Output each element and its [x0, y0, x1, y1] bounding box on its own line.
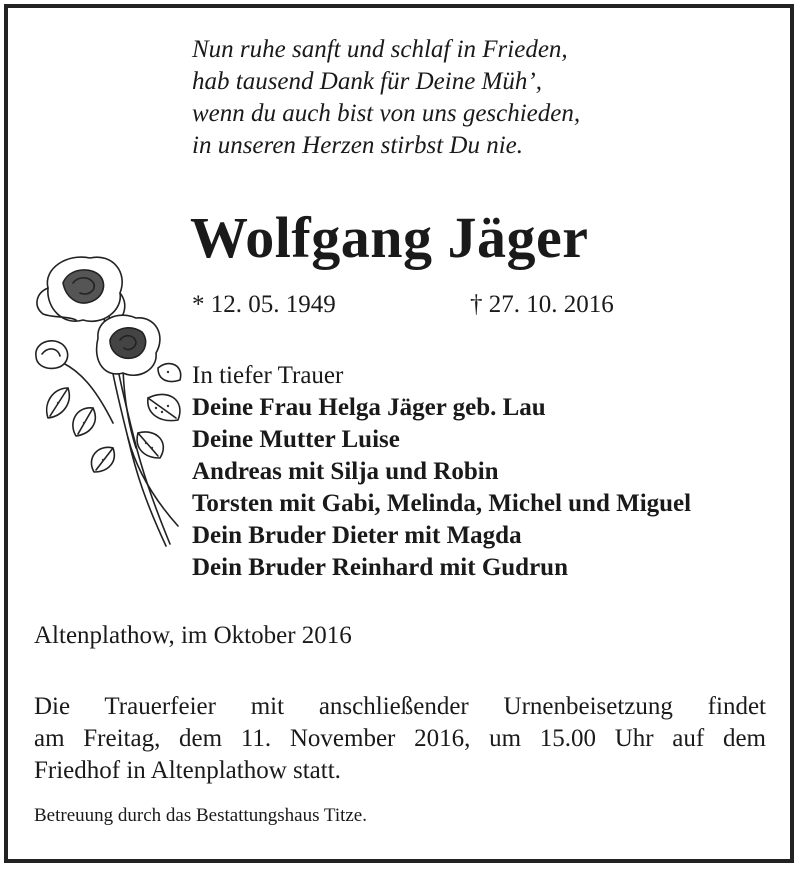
ceremony-line: am Freitag, dem 11. November 2016, um 15.00 Uhr auf dem [34, 725, 766, 752]
poem-line: hab tausend Dank für Deine Müh’, [192, 68, 542, 95]
funeral-home-credit: Betreuung durch das Bestattungshaus Titze. [34, 805, 367, 826]
deceased-name: Wolfgang Jäger [190, 205, 589, 270]
ceremony-notice [34, 691, 766, 787]
poem-line: in unseren Herzen stirbst Du nie. [192, 132, 523, 159]
roses-icon [28, 248, 188, 553]
poem [192, 34, 712, 162]
mourner-name: Andreas mit Silja und Robin [192, 458, 499, 485]
ceremony-line: Die Trauerfeier mit anschließender Urnenbeisetzung findet [34, 693, 766, 720]
mourner-name: Deine Frau Helga Jäger geb. Lau [192, 394, 546, 421]
birth-date: * 12. 05. 1949 [192, 291, 336, 318]
poem-line: Nun ruhe sanft und schlaf in Frieden, [192, 36, 568, 63]
mourners-intro: In tiefer Trauer [192, 362, 344, 389]
mourner-name: Dein Bruder Dieter mit Magda [192, 522, 522, 549]
mourner-name: Dein Bruder Reinhard mit Gudrun [192, 554, 568, 581]
death-date: † 27. 10. 2016 [470, 291, 614, 318]
place-date: Altenplathow, im Oktober 2016 [34, 622, 352, 649]
mourners-list [192, 360, 691, 584]
ceremony-line: Friedhof in Altenplathow statt. [34, 757, 341, 784]
mourner-name: Deine Mutter Luise [192, 426, 400, 453]
poem-line: wenn du auch bist von uns geschieden, [192, 100, 581, 127]
mourner-name: Torsten mit Gabi, Melinda, Michel und Miguel [192, 490, 692, 517]
